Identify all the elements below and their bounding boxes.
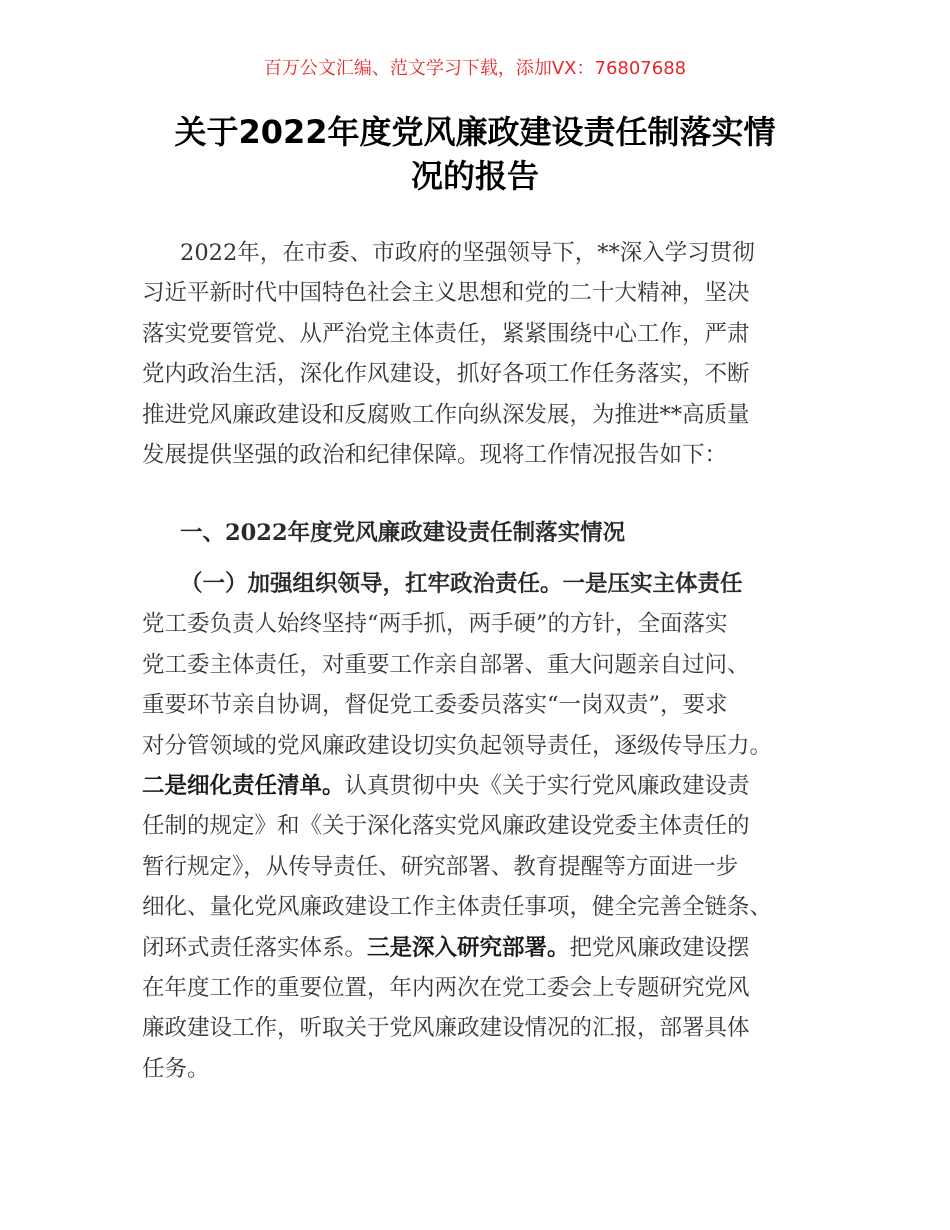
paragraph-line: 细化、量化党风廉政建设工作主体责任事项，健全完善全链条、	[142, 894, 773, 921]
paragraph-text: 闭环式责任落实体系。	[142, 934, 368, 961]
emphasis-text: 二是细化责任清单。	[142, 772, 345, 799]
paragraph-line: 党工委负责人始终坚持“两手抓，两手硬”的方针，全面落实	[142, 611, 728, 638]
paragraph-text: 把党风廉政建设摆	[569, 934, 750, 961]
paragraph-line: 暂行规定》，从传导责任、研究部署、教育提醒等方面进一步	[142, 853, 739, 880]
paragraph-line	[142, 766, 822, 806]
intro-paragraph	[142, 233, 822, 475]
paragraph-line: 习近平新时代中国特色社会主义思想和党的二十大精神，坚决	[142, 280, 750, 307]
emphasis-text: 三是深入研究部署。	[367, 934, 570, 961]
paragraph-line: 发展提供坚强的政治和纪律保障。现将工作情况报告如下：	[142, 441, 728, 468]
paragraph-line: 重要环节亲自协调，督促党工委委员落实“一岗双责”，要求	[142, 692, 728, 719]
title-line-1: 关于2022年度党风廉政建设责任制落实情	[174, 113, 776, 151]
paragraph-line	[142, 928, 822, 968]
paragraph-line: 对分管领域的党风廉政建设切实负起领导责任，逐级传导压力。	[142, 732, 773, 759]
subsection-heading: （一）加强组织领导，扛牢政治责任。一是压实主体责任	[180, 571, 743, 597]
paragraph-line: 党内政治生活，深化作风建设，抓好各项工作任务落实，不断	[142, 361, 750, 388]
section-heading-text: 一、2022年度党风廉政建设责任制落实情况	[180, 520, 626, 546]
watermark-banner: 百万公文汇编、范文学习下载，添加VX：76807688	[263, 58, 687, 79]
paragraph-line: 落实党要管党、从严治党主体责任，紧紧围绕中心工作，严肃	[142, 320, 750, 347]
paragraph-line: 党工委主体责任，对重要工作亲自部署、重大问题亲自过问、	[142, 651, 750, 678]
section-heading	[142, 513, 822, 553]
paragraph-line: 任务。	[142, 1055, 210, 1082]
paragraph-line: 2022年，在市委、市政府的坚强领导下，**深入学习贯彻	[180, 240, 755, 266]
subsection-paragraph	[142, 564, 822, 1089]
paragraph-line: 任制的规定》和《关于深化落实党风廉政建设党委主体责任的	[142, 813, 750, 840]
title-line-2: 况的报告	[410, 157, 539, 195]
paragraph-line: 廉政建设工作，听取关于党风廉政建设情况的汇报，部署具体	[142, 1015, 750, 1042]
paragraph-line: 推进党风廉政建设和反腐败工作向纵深发展，为推进**高质量	[142, 401, 750, 428]
document-title	[100, 110, 850, 198]
paragraph-text: 认真贯彻中央《关于实行党风廉政建设责	[344, 772, 750, 799]
paragraph-line: 在年度工作的重要位置，年内两次在党工委会上专题研究党风	[142, 974, 750, 1001]
